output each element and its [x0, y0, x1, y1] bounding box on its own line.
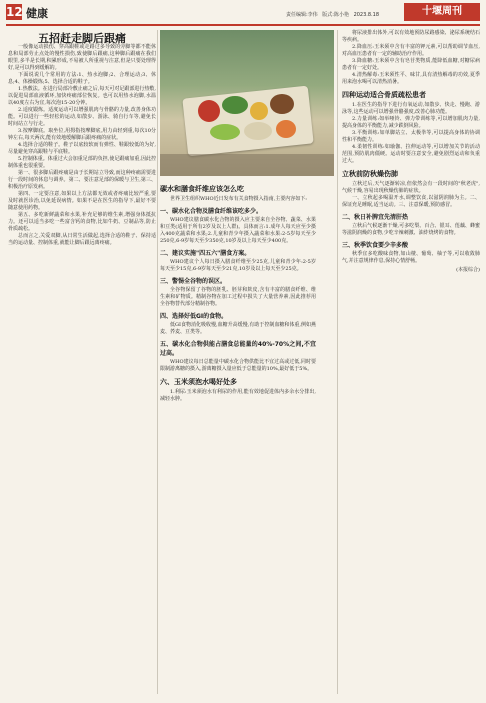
avocado-image [210, 124, 240, 140]
page-number: 12 [6, 5, 23, 19]
subheading: 二、秋日补脾宜先清肝热 [342, 214, 409, 221]
greens-image [222, 96, 248, 114]
paragraph: 4.选择合适的鞋子。鞋子以底较软而有弹性、鞋跟较低的为好,尽量避免穿高跟鞋与平底鞋。 [8, 142, 156, 155]
cutting-board [182, 86, 313, 157]
paragraph: WHO建议膳食碳水化合物的摄入应主要来自全谷物、蔬菜、水果和豆类(适用于所有2岁及以上人群)。具体而言:1.成年人每天应至少摄入400克蔬菜和水果;2.儿童和青少年摄入蔬菜和水果:2-5岁每天至少250克,6-9岁每天至少350克,10岁及以上每天至少400克。 [160, 217, 316, 244]
paragraph: 秋季宜多吃酸味食物,如山楂、葡萄、柚子等,可以收敛肺气,并注意规律作息,保持心情舒畅。 [342, 251, 480, 264]
paragraph: 第一、很多脚后跟疼痛是由于长期站立导致,而这种疼痛需要进行一段时间的休息与调养。第二、要注意足部的保暖与卫生,第三、积极治疗原发病。 [8, 170, 156, 190]
paragraph: 1.热敷法。在进行局部冷敷止痛之后,每天可对足跟部进行热敷,以促进局部血液循环,加快疼痛部位恢复。也可以用热水泡脚,水温以40度左右为宜,每次泡15-20分钟。 [8, 86, 156, 106]
section-heading: 立秋前防秋燥伤肺 [342, 170, 398, 178]
brand-logo: 十堰周刊 [404, 3, 480, 21]
subheading: 三、警惕全谷物的误区。 [160, 278, 227, 285]
source-note: (本报综合) [456, 267, 480, 273]
section-name: 健康 [26, 7, 48, 20]
layout-credit: 版式:陈小艳 [322, 12, 349, 18]
paragraph: 立秋后气候逐渐干燥,可多吃梨、百合、银耳、莲藕、蜂蜜等滋阴润燥的食物,少吃辛辣刺激、油炸烧烤的食物。 [342, 223, 480, 236]
paragraph: 一、立秋起多喝温开水,调整饮食,以滋阴润肺为主。二、保证充足睡眠,适当运动。三、注意保暖,预防感冒。 [342, 195, 480, 208]
paragraph: 低GI食物消化吸收慢,血糖升高缓慢,有助于控制血糖和体重,例如燕麦、荞麦、豆类等。 [160, 322, 316, 335]
issue-date: 2023.8.18 [353, 12, 380, 18]
paragraph: 立秋过后,天气逐渐转凉,但依然会有一段时间的"秋老虎",气候干燥,容易出现秋燥伤肺的症状。 [342, 181, 480, 194]
paragraph: 4.柔韧性训练:如瑜伽、拉伸运动等,可以增加关节的活动范围,预防肌肉僵硬。运动时要注意安全,避免剧烈运动和负重过大。 [342, 144, 480, 164]
paragraph: 世界卫生组织WHO近日发布有关食物摄入指南,主要内容如下: [170, 196, 307, 202]
subheading: 三、秋季饮食要少辛多酸 [342, 242, 409, 249]
paragraph: 1.利尿:玉米须泡水有利尿的作用,能有效地促进体内多余水分排出,减轻水肿。 [160, 389, 316, 402]
nuts-image [270, 94, 294, 114]
left-column [8, 44, 156, 247]
paragraph: 第四、一定要注意,如果以上方法都无效或者疼痛比较严重,要及时就医诊治,以免延误病情。如果不是在医生的指导下,最好不要随意使用药物。 [8, 191, 156, 211]
subheading: 五、碳水化合物供能占膳食总能量的40%-70%之间,不宜过高。 [160, 341, 316, 357]
carrot-image [276, 120, 296, 138]
paragraph: 总而言之,关爱双脚,从日常生活做起,选择合适的鞋子、保持适当的运动量、控制体重,就能让脚后跟远离疼痛。 [8, 233, 156, 246]
paragraph: 一般像运动损伤、穿高跟鞋或走路过多导致的旁脚等都不能休息和局部劳止点处的慢性损伤,致使脚后跟痛,这种脚后跟痛在我们眼里,多半是长期,积累形成,不易被人所重视与注意,但是只要处理得好,是可以得到缓解的。 [8, 44, 156, 71]
section-heading: 四种运动适合骨质疏松患者 [342, 91, 426, 99]
article-title: 五招赶走脚后跟痛 [38, 32, 126, 45]
paragraph: 3.平衡训练:如单脚站立、太极拳等,可以提高身体的协调性和平衡能力。 [342, 130, 480, 143]
paragraph: 下面说说几个常用的方法:1、热水泡脚;2、合理运动;3、休息;4、体操锻炼;5、选择合适的鞋子。 [8, 72, 156, 85]
paragraph: WHO建议每日总能量中碳水化合物供能比不宜过高或过低,同时要限制游离糖的摄入,游离糖摄入量应低于总能量的10%,最好低于5%。 [160, 359, 316, 372]
paragraph: 全谷物保留了谷物的胚乳、胚芽和麸皮,含有丰富的膳食纤维、维生素和矿物质。精制谷物在加工过程中损失了大量营养素,因此推荐用全谷物替代部分精制谷物。 [160, 287, 316, 307]
beans-image [244, 122, 272, 140]
paragraph: 3.按摩脚底。取坐位,用拇指按摩脚底,用力由轻到重,每次10分钟左右,每天两次,能有效地缓解脚后跟疼痛的症状。 [8, 128, 156, 141]
photo-ground [160, 154, 334, 176]
paragraph: 1.在医生的指导下进行有氧运动,如散步、快走、慢跑、游泳等,这些运动可以增强骨骼强度,改善心肺功能。 [342, 102, 480, 115]
paragraph: 2.力量训练:如举哑铃、弹力带训练等,可以增加肌肉力量,提高身体的平衡能力,减少跌倒风险。 [342, 116, 480, 129]
subheading: 二、建议实施"四五六"膳食方案。 [160, 250, 251, 257]
page-header [0, 0, 486, 24]
middle-column [160, 180, 316, 403]
paragraph: 第五、多吃新鲜蔬菜和水果,补充足够的维生素,增强身体抵抗力。还可以适当多吃一些富含钙的食物,比如牛奶、豆制品等,防止骨质疏松。 [8, 212, 156, 232]
column-divider [157, 30, 158, 694]
header-meta [286, 11, 382, 18]
section-heading: 碳水和膳食纤维应该怎么吃 [160, 185, 244, 193]
column-divider [337, 30, 338, 694]
paragraph: WHO建议个人每日摄入膳食纤维至少25克,儿童和青少年:2-5岁每天至少15克,6-9岁每天至少21克,10岁及以上每天至少25克。 [160, 259, 316, 272]
subheading: 四、选择好低GI的食物。 [160, 313, 228, 320]
editor-credit: 责任编辑:李伟 [286, 12, 318, 18]
right-column [342, 30, 480, 274]
grain-image [250, 102, 268, 120]
food-photo [160, 30, 334, 176]
paragraph: 3.降血糖:玉米须中含有皂苷类物质,能降低血糖,对糖尿病患者有一定好处。 [342, 58, 480, 71]
section-heading: 六、玉米须泡水喝好处多 [160, 378, 237, 386]
header-rule [6, 24, 480, 26]
paragraph: 2.降血压:玉米须中含有丰富的钾元素,可以帮助调节血压,对高血压患者有一定的辅助治疗作用。 [342, 44, 480, 57]
subheading: 一、碳水化合物及膳食纤维该吃多少。 [160, 208, 263, 215]
paragraph: 将尿液排出体外,可以有效地预防尿路感染、泌尿系统结石等疾病。 [342, 30, 480, 43]
paragraph: 5.控制体重。体重过大会加重足部的负担,使足跟痛加重,因此控制体重也很重要。 [8, 156, 156, 169]
paragraph: 4.清热解毒:玉米须性平、味甘,具有清热解毒的功效,夏季用来泡水喝可以清热消暑。 [342, 72, 480, 85]
paragraph: 2.适度锻炼。适度运动可以增强肌肉与骨骼的力量,改善身体功能。可以进行一些轻松的运动,如散步、游泳、骑自行车等,避免长时间站立与行走。 [8, 107, 156, 127]
tomato-image [198, 100, 220, 122]
